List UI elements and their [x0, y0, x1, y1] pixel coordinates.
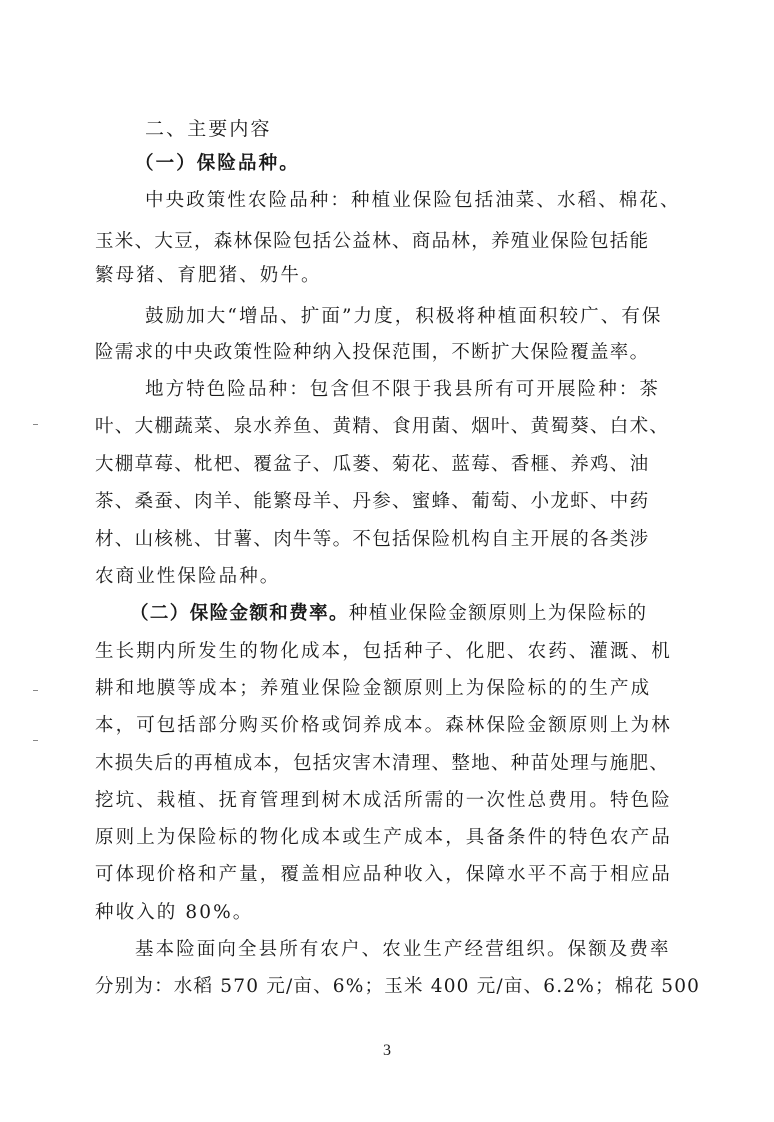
page-number: 3	[383, 1042, 391, 1059]
paragraph-line: 大棚草莓、枇杷、覆盆子、瓜蒌、菊花、蓝莓、香榧、养鸡、油	[95, 454, 650, 475]
paragraph-line: 叶、大棚蔬菜、泉水养鱼、黄精、食用菌、烟叶、黄蜀葵、白术、	[95, 416, 670, 437]
paragraph-line: 木损失后的再植成本，包括灾害木清理、整地、种苗处理与施肥、	[95, 753, 670, 774]
paragraph-line: 原则上为保险标的物化成本或生产成本，具备条件的特色农产品	[95, 827, 672, 848]
scan-margin-mark	[33, 690, 38, 691]
paragraph-text: 种植业保险金额原则上为保险标的	[348, 603, 648, 624]
paragraph-line: 种收入的 80%。	[95, 902, 254, 923]
paragraph-line	[130, 601, 685, 627]
subsection-heading-1: （一）保险品种。	[135, 153, 300, 174]
paragraph-line: 基本险面向全县所有农户、农业生产经营组织。保额及费率	[135, 939, 671, 960]
paragraph-line: 材、山核桃、甘薯、肉牛等。不包括保险机构自主开展的各类涉	[95, 529, 650, 550]
section-heading: 二、主要内容	[145, 118, 272, 140]
paragraph-line: 玉米、大豆，森林保险包括公益林、商品林，养殖业保险包括能	[95, 231, 650, 252]
paragraph-line: 繁母猪、育肥猪、奶牛。	[95, 265, 322, 286]
subsection-heading-2: （二）保险金额和费率。	[130, 603, 349, 624]
paragraph-line: 本，可包括部分购买价格或饲养成本。森林保险金额原则上为林	[95, 715, 672, 736]
paragraph-line: 农商业性保险品种。	[95, 566, 281, 587]
paragraph-line: 生长期内所发生的物化成本，包括种子、化肥、农药、灌溉、机	[95, 641, 672, 662]
paragraph-line: 分别为：水稻 570 元/亩、6%；玉米 400 元/亩、6.2%；棉花 500	[95, 976, 701, 997]
paragraph-line: 险需求的中央政策性险种纳入投保范围，不断扩大保险覆盖率。	[95, 342, 650, 363]
paragraph-line: 可体现价格和产量，覆盖相应品种收入，保障水平不高于相应品	[95, 864, 672, 885]
paragraph-line: 茶、桑蚕、肉羊、能繁母羊、丹参、蜜蜂、葡萄、小龙虾、中药	[95, 491, 650, 512]
paragraph-line: 挖坑、栽植、抚育管理到树木成活所需的一次性总费用。特色险	[95, 790, 672, 811]
scan-margin-mark	[33, 740, 38, 741]
paragraph-line: 鼓励加大“增品、扩面”力度，积极将种植面积较广、有保	[145, 306, 663, 327]
paragraph-line: 地方特色险品种：包含但不限于我县所有可开展险种：茶	[145, 379, 661, 400]
paragraph-line: 耕和地膜等成本；养殖业保险金额原则上为保险标的的生产成	[95, 678, 652, 699]
paragraph-line: 中央政策性农险品种：种植业保险包括油菜、水稻、棉花、	[145, 190, 681, 211]
scan-margin-mark	[33, 424, 38, 425]
